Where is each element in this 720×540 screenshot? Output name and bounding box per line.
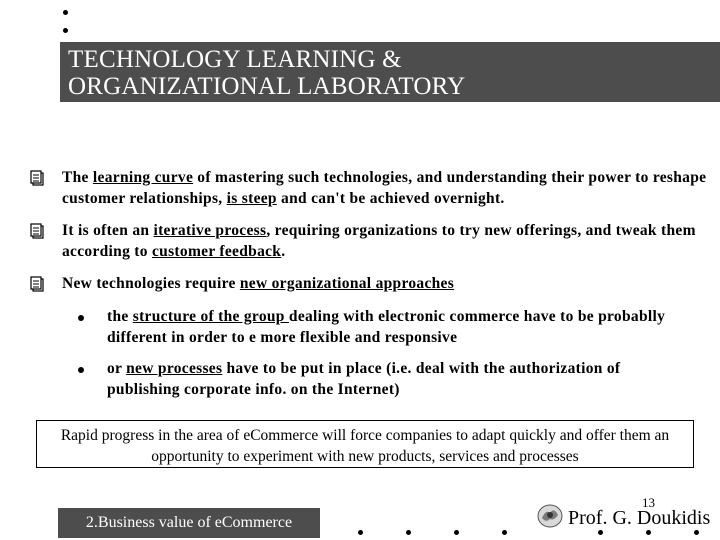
sub-bullet-item: [78, 358, 688, 400]
decorative-dot: [358, 530, 363, 535]
decorative-dot: [63, 10, 68, 15]
notepad-icon: [30, 276, 46, 292]
sub-bullet-text: the structure of the group dealing with electronic commerce have to be probablly different in order to e more flexible and responsive: [107, 308, 666, 346]
decorative-dot: [646, 530, 651, 535]
bullet-dot-icon: [78, 315, 84, 321]
bullet-text: New technologies require new organizational approaches: [62, 275, 455, 292]
bullet-text: The learning curve of mastering such technologies, and understanding their power to reshape customer relationships, is steep and can't be achieved overnight.: [62, 169, 707, 207]
footer-section-label: 2.Business value of eCommerce: [58, 508, 320, 538]
university-logo-icon: [536, 503, 564, 529]
bullet-item: [30, 273, 710, 294]
title-bar: [60, 42, 720, 102]
bullet-item: [30, 167, 710, 209]
decorative-dot: [406, 530, 411, 535]
bullet-text: It is often an iterative process, requiring organizations to try new offerings, and tweak them according to customer feedback.: [62, 222, 696, 260]
notepad-icon: [30, 170, 46, 186]
decorative-dot: [454, 530, 459, 535]
decorative-dot: [502, 530, 507, 535]
author-name: Prof. G. Doukidis: [568, 507, 711, 529]
slide-title: TECHNOLOGY LEARNING & ORGANIZATIONAL LABORATORY: [68, 46, 466, 100]
decorative-dot: [598, 530, 603, 535]
callout-box: Rapid progress in the area of eCommerce will force companies to adapt quickly and offer them an opportunity to experiment with new products, services and processes: [36, 420, 694, 468]
sub-bullet-text: or new processes have to be put in place (i.e. deal with the authorization of publishing corporate info. on the Internet): [107, 360, 621, 398]
decorative-dot: [694, 530, 699, 535]
sub-bullet-item: [78, 306, 688, 348]
bullet-dot-icon: [78, 367, 84, 373]
page-number: 13: [642, 495, 655, 510]
decorative-dot: [63, 28, 68, 33]
bullet-item: [30, 220, 710, 262]
notepad-icon: [30, 223, 46, 239]
